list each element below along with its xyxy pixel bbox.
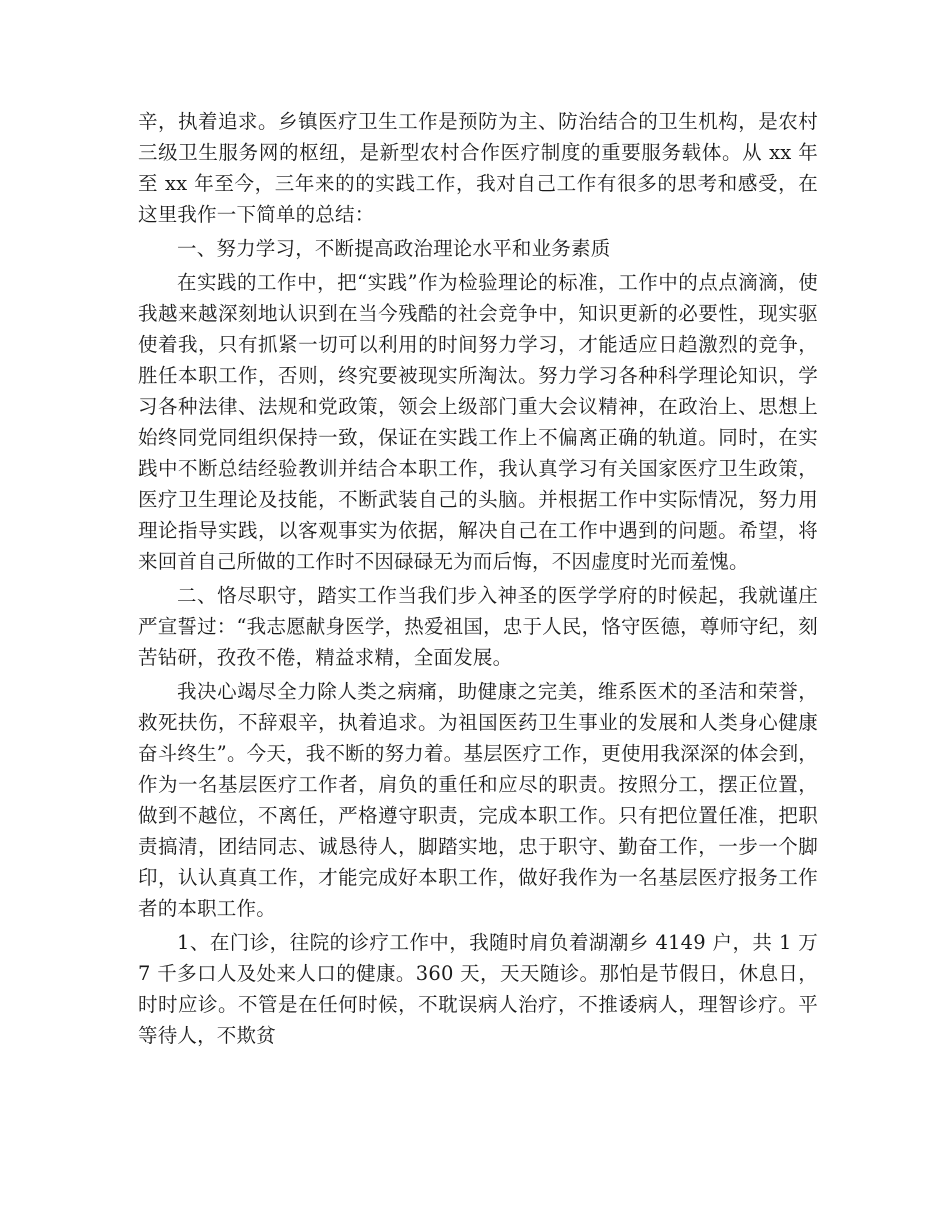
paragraph-clinic: 1、在门诊，往院的诊疗工作中，我随时肩负着湖潮乡 4149 户，共 1 万 7 千多口人及处来人口的健康。360 天，天天随诊。那怕是节假日，休息日，时时应诊。不管是在任何时候，不耽误病人治疗，不推诿病人，理智诊疗。平等待人，不欺贫 <box>138 931 818 1047</box>
paragraph-intro: 辛，执着追求。乡镇医疗卫生工作是预防为主、防治结合的卫生机构，是农村三级卫生服务网的枢纽，是新型农村合作医疗制度的重要服务载体。从 xx 年至 xx 年至今，三年来的的实践工作，我对自己工作有很多的思考和感受，在这里我作一下简单的总结： <box>138 110 818 226</box>
section-heading-duty: 二、恪尽职守，踏实工作当我们步入神圣的医学学府的时候起，我就谨庄严宣誓过：“我志愿献身医学，热爱祖国，忠于人民，恪守医德，尊师守纪，刻苦钻研，孜孜不倦，精益求精，全面发展。 <box>138 584 818 669</box>
document-page <box>138 106 818 1051</box>
section-heading-study: 一、努力学习，不断提高政治理论水平和业务素质 <box>177 237 611 260</box>
paragraph-oath: 我决心竭尽全力除人类之病痛，助健康之完美，维系医术的圣洁和荣誉，救死扶伤，不辞艰辛，执着追求。为祖国医药卫生事业的发展和人类身心健康奋斗终生”。今天，我不断的努力着。基层医疗工作，更使用我深深的体会到，作为一名基层医疗工作者，肩负的重任和应尽的职责。按照分工，摆正位置，做到不越位，不离任，严格遵守职责，完成本职工作。只有把位置任准，把职责搞清，团结同志、诚恳待人，脚踏实地，忠于职守、勤奋工作，一步一个脚印，认认真真工作，才能完成好本职工作，做好我作为一名基层医疗报务工作者的本职工作。 <box>138 680 818 920</box>
paragraph-study: 在实践的工作中，把“实践”作为检验理论的标准，工作中的点点滴滴，使我越来越深刻地认识到在当今残酷的社会竞争中，知识更新的必要性，现实驱使着我，只有抓紧一切可以利用的时间努力学习，才能适应日趋激烈的竞争，胜任本职工作，否则，终究要被现实所淘汰。努力学习各种科学理论知识，学习各种法律、法规和党政策，领会上级部门重大会议精神，在政治上、思想上始终同党同组织保持一致，保证在实践工作上不偏离正确的轨道。同时，在实践中不断总结经验教训并结合本职工作，我认真学习有关国家医疗卫生政策，医疗卫生理论及技能，不断武装自己的头脑。并根据工作中实际情况，努力用理论指导实践，以客观事实为依据，解决自己在工作中遇到的问题。希望，将来回首自己所做的工作时不因碌碌无为而后悔，不因虚度时光而羞愧。 <box>138 271 818 573</box>
